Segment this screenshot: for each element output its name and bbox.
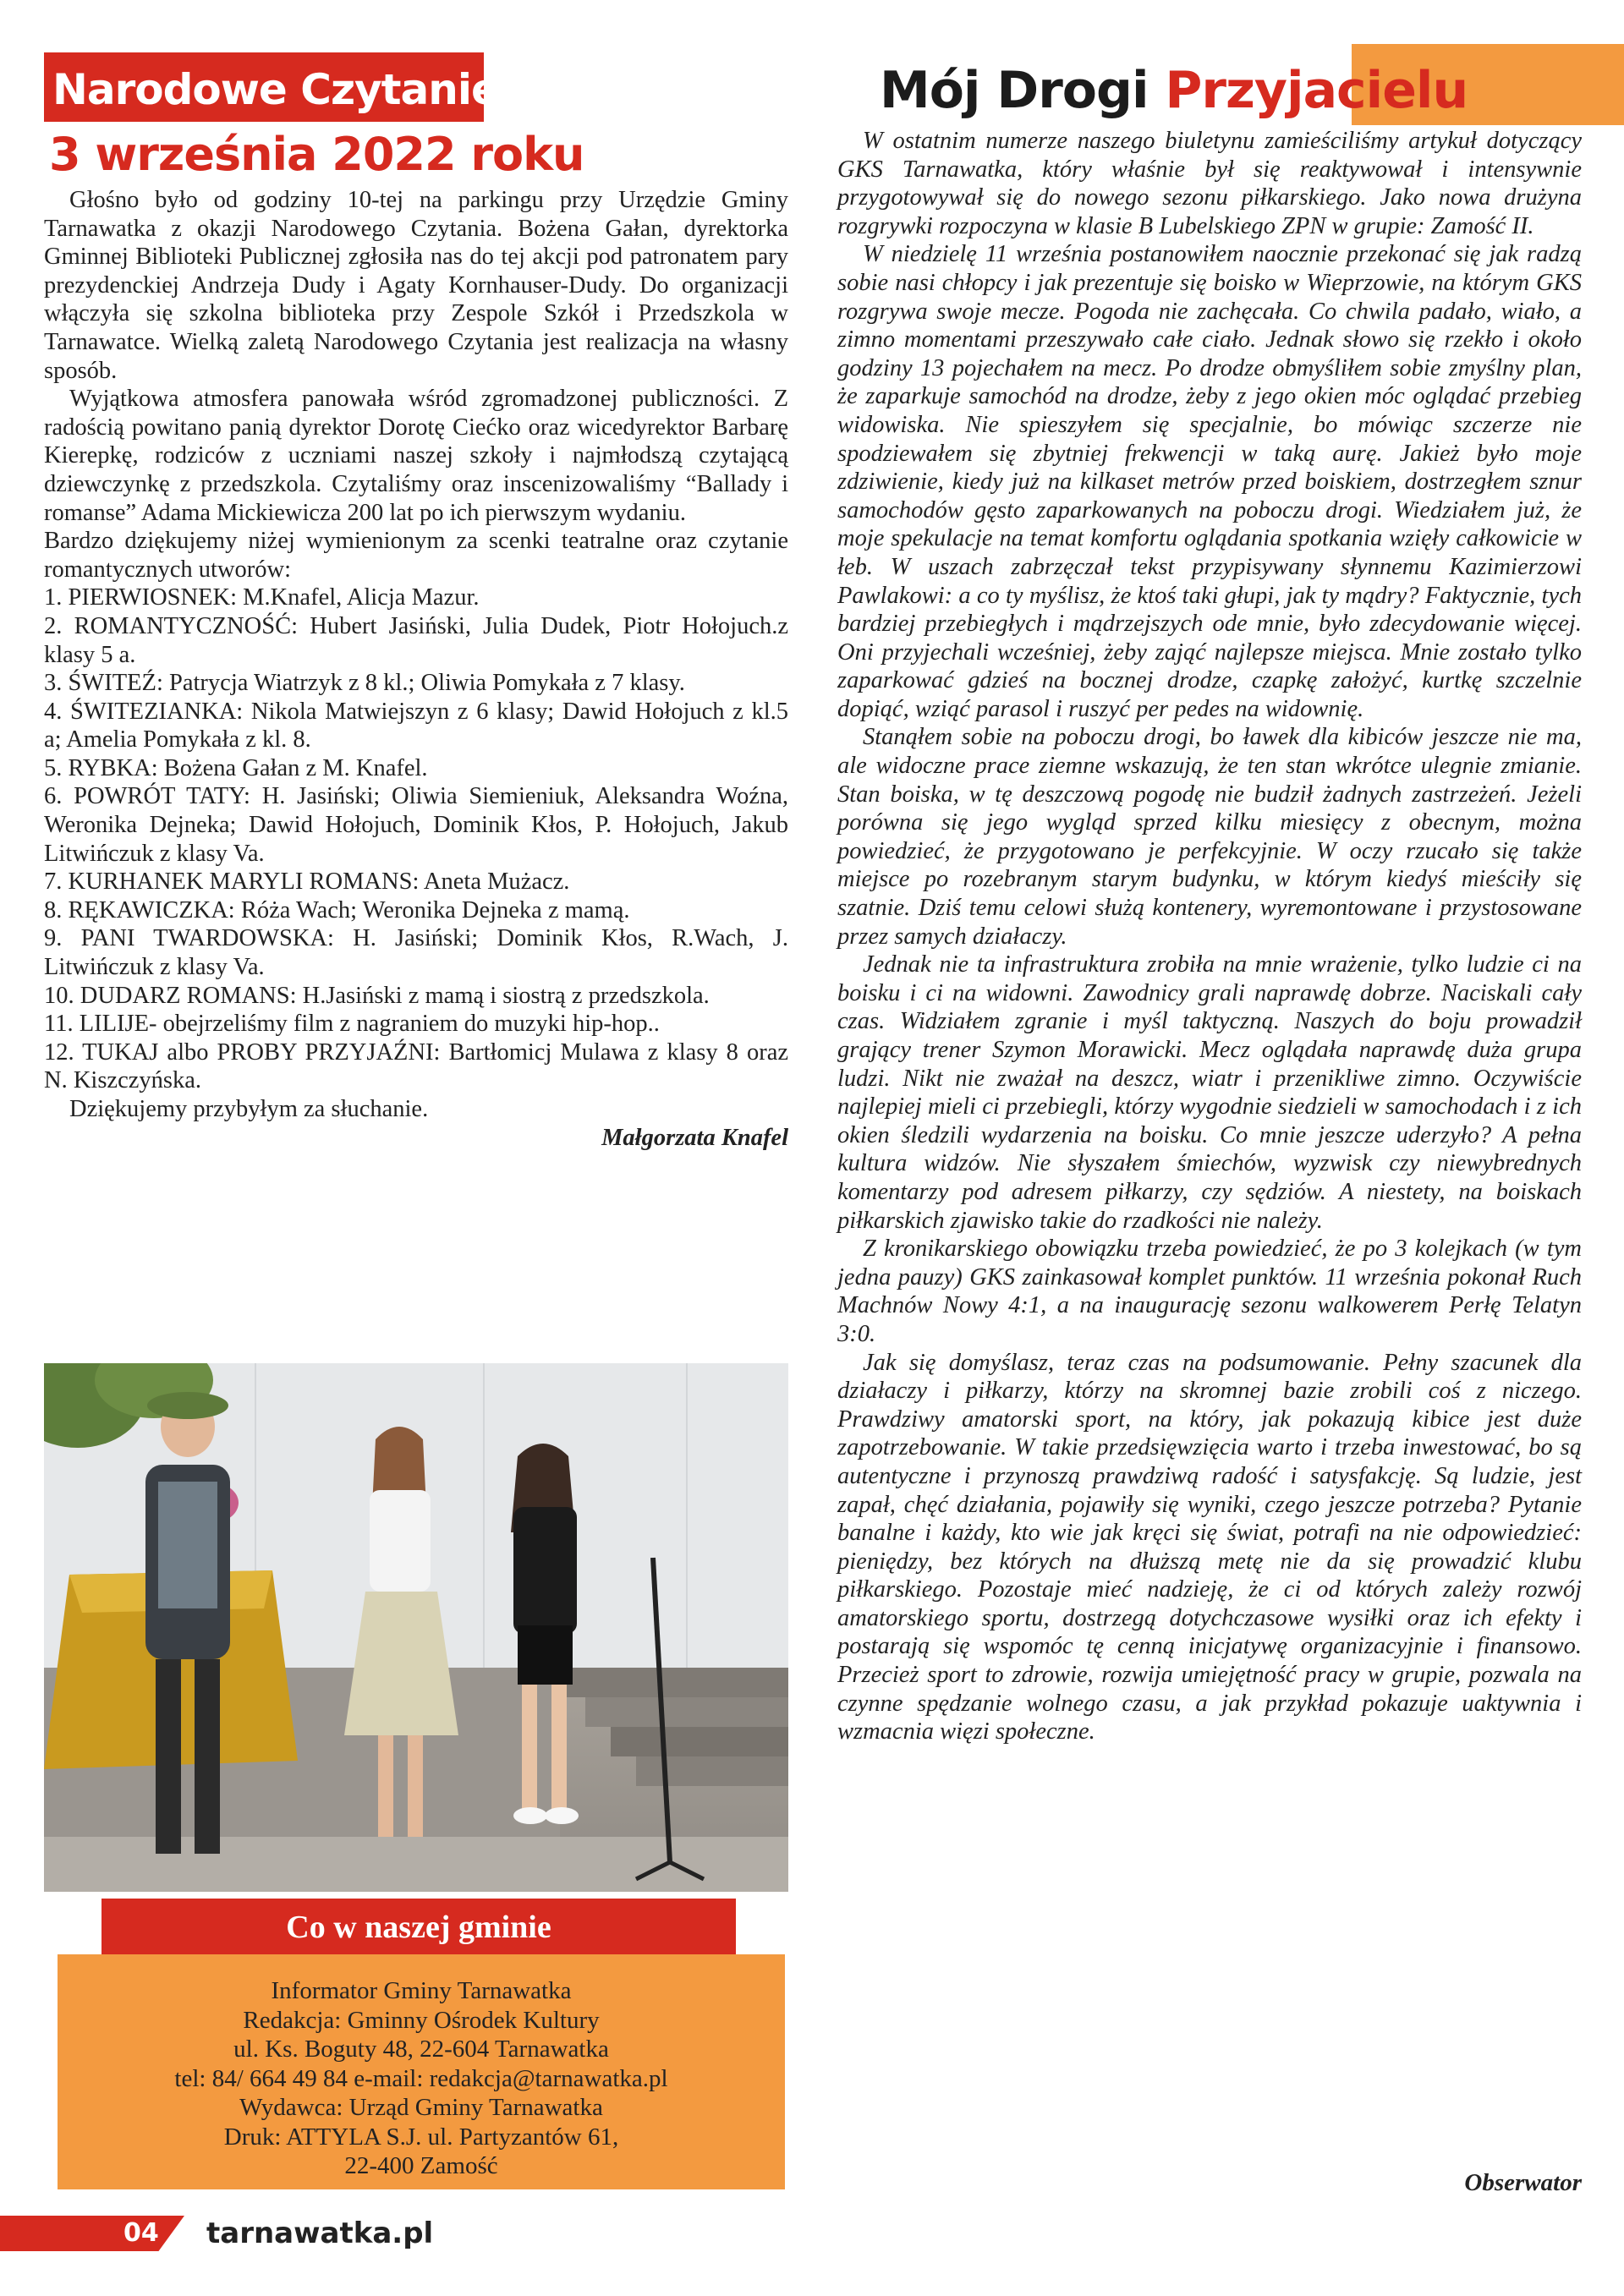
publisher-line: ul. Ks. Boguty 48, 22-604 Tarnawatka [233, 2036, 609, 2063]
publisher-line: 22-400 Zamość [344, 2152, 498, 2179]
right-paragraph: W ostatnim numerze naszego biuletynu zamieściliśmy artykuł dotyczący GKS Tarnawatka, który właśnie był się reaktywował i intensywnie przygotowywał się do nowego sezonu piłkarskiego. Jako nowa drużyna rozgrywki rozpoczyna w klasie B Lubelskiego ZPN w grupie: Zamość II. [837, 128, 1582, 239]
publisher-line: Informator Gminy Tarnawatka [271, 1977, 572, 2004]
gmina-header: Co w naszej gminie [102, 1899, 736, 1956]
page-number: 04 [123, 2218, 159, 2248]
right-paragraph: W niedzielę 11 września postanowiłem naocznie przekonać się jak radzą sobie nasi chłopcy i jak prezentuje się boisko w Wieprzowie, na którym GKS rozgrywa swoje mecze. Pogoda nie zachęcała. Co chwila padało, wiało, a zimno momentami przeszywało całe ciało. Jednak słowo się rzekło i około godziny 13 pojechałem na mecz. Po drodze obmyśliłem sobie zmyślny plan, że zaparkuje samochód na drodze, żeby z jego okien móc oglądać przebieg widowiska. Nie spieszyłem się specjalnie, bo mówiąc szczerze nie spodziewałem się zbytniej frekwencji w taką aurę. Jakież było moje zdziwienie, kiedy już na kilkaset metrów przed boiskiem, dostrzegłem sznur samochodów gęsto zaparkowanych na poboczu drogi. Wiedziałem już, że moje spekulacje na temat komfortu oglądania spotkania wzięły całkowicie w łeb. W uszach zabrzęczał tekst przypisywany słynnemu Kazimierzowi Pawlakowi: a co ty myślisz, że ktoś taki głupi, jak ty mądry? Faktycznie, tych bardziej przebiegłych i mądrzejszych ode mnie, było zdecydowanie więcej. Oni przyjechali wcześniej, żeby zająć najlepsze miejsca. Mnie zostało tylko zaparkować gdzieś na bocznej drodze, czapkę założyć, kurtkę szczelnie dopiąć, wziąć parasol i ruszyć per pedes na widownię. [837, 241, 1582, 722]
list-item: 7. KURHANEK MARYLI ROMANS: Aneta Mużacz. [44, 869, 570, 896]
right-title-part1: Mój Drogi [880, 61, 1166, 120]
left-article-date: 3 września 2022 roku [49, 128, 584, 181]
list-item: 4. ŚWITEZIANKA: Nikola Matwiejszyn z 6 klasy; Dawid Hołojuch z kl.5 a; Amelia Pomykała z kl. 8. [44, 698, 788, 753]
list-item: 9. PANI TWARDOWSKA: H. Jasiński; Dominik Kłos, R.Wach, J. Litwińczuk z klasy Va. [44, 925, 788, 981]
right-article-body [837, 127, 1582, 1746]
list-item: 10. DUDARZ ROMANS: H.Jasiński z mamą i siostrą z przedszkola. [44, 982, 710, 1009]
event-photo-illustration [44, 1363, 788, 1892]
publisher-line: tel: 84/ 664 49 84 e-mail: redakcja@tarnawatka.pl [174, 2064, 668, 2092]
list-item: 8. RĘKAWICZKA: Róża Wach; Weronika Dejneka z mamą. [44, 896, 630, 923]
left-paragraph: Głośno było od godziny 10-tej na parkingu przy Urzędzie Gminy Tarnawatka z okazji Narodowego Czytania. Bożena Gałan, dyrektorka Gminnej Biblioteki Publicznej zgłosiła nas do tej akcji pod patronatem pary prezydenckiej Andrzeja Dudy i Agaty Kornhauser-Dudy. Do organizacji włączyła się szkolna biblioteka przy Zespole Szkół i Przedszkola w Tarnawatce. Wielką zaletą Narodowego Czytania jest realizacja na własny sposób. [44, 187, 788, 384]
list-item: 1. PIERWIOSNEK: M.Knafel, Alicja Mazur. [44, 584, 480, 611]
right-paragraph: Jednak nie ta infrastruktura zrobiła na mnie wrażenie, tylko ludzie ci na boisku i ci na widowni. Zawodnicy grali naprawdę dobrze. Naciskali cały czas. Widziałem zgranie i myśl taktyczną. Naszych do boju prowadził grający trener Szymon Morawicki. Mecz oglądała naprawdę duża grupa ludzi. Nikt nie zważał na deszcz, wiatr i przenikliwe zimno. Oczywiście najlepiej mieli ci przebiegli, którzy wygodnie siedzieli w samochodach i z ich okien śledzili wydarzenia na boisku. Co mnie jeszcze uderzyło? A pełna kultura widzów. Nie słyszałem śmiechów, wyzwisk czy niewybrednych komentarzy pod adresem piłkarzy, czy sędziów. A niestety, na boiskach piłkarskich zjawisko takie do rzadkości nie należy. [837, 951, 1582, 1234]
right-paragraph: Jak się domyślasz, teraz czas na podsumowanie. Pełny szacunek dla działaczy i piłkarzy, którzy na skromnej bazie zrobili coś z niczego. Prawdziwy amatorski sport, na który, jak pokazują kibice jest duże zapotrzebowanie. W takie przedsięwzięcia warto i trzeba inwestować, bo są autentyczne i przynoszą prawdziwą radość i satysfakcję. Są ludzie, jest zapał, chęć działania, pojawiły się wyniki, czego jeszcze potrzeba? Pytanie banalne i każdy, kto wie jak kręci się świat, potrafi na nie odpowiedzieć: pieniędzy, bez których na dłuższą metę nie da się prowadzić klubu piłkarskiego. Pozostaje mieć nadzieję, że ci od których zależy rozwój amatorskiego sportu, dostrzegą dotychczasowe wysiłki oraz ich efekty i postarają się wspomóc tę cenną inicjatywę organizacyjnie i finansowo. Przecież sport to zdrowie, rozwija umiejętność pracy w grupie, pozwala na czynne spędzanie wolnego czasu, a jak przykład pokazuje uaktywnia i wzmacnia więzi społeczne. [837, 1349, 1582, 1745]
left-paragraph: Wyjątkowa atmosfera panowała wśród zgromadzonej publiczności. Z radością powitano panią dyrektor Dorotę Ciećko oraz wicedyrektor Barbarę Kierepkę, rodziców z uczniami naszej szkoły i najmłodszą czytającą dziewczynkę z przedszkola. Czytaliśmy oraz inscenizowaliśmy “Ballady i romanse” Adama Mickiewicza 200 lat po ich pierwszym wydaniu. [44, 386, 788, 526]
list-item: 6. POWRÓT TATY: H. Jasiński; Oliwia Siemieniuk, Aleksandra Woźna, Weronika Dejneka; Dawid Hołojuch, Dominik Kłos, P. Hołojuch, Jakub Litwińczuk z klasy Va. [44, 783, 788, 867]
right-author: Obserwator [1464, 2169, 1582, 2196]
publisher-line: Druk: ATTYLA S.J. ul. Partyzantów 61, [223, 2123, 619, 2151]
left-closing: Dziękujemy przybyłym za słuchanie. [69, 1096, 429, 1122]
publisher-line: Redakcja: Gminny Ośrodek Kultury [243, 2006, 600, 2034]
right-paragraph: Z kronikarskiego obowiązku trzeba powiedzieć, że po 3 kolejkach (w tym jedna pauzy) GKS zainkasował komplet punktów. 11 września pokonał Ruch Machnów Nowy 4:1, a na inaugurację sezonu walkowerem Perłę Telatyn 3:0. [837, 1236, 1582, 1347]
list-item: 3. ŚWITEŹ: Patrycja Wiatrzyk z 8 kl.; Oliwia Pomykała z 7 klasy. [44, 670, 685, 697]
left-paragraph: Bardzo dziękujemy niżej wymienionym za scenki teatralne oraz czytanie romantycznych utworów: [44, 528, 788, 583]
list-item: 5. RYBKA: Bożena Gałan z M. Knafel. [44, 754, 428, 781]
site-name: tarnawatka.pl [206, 2217, 434, 2250]
right-article-title [880, 59, 1468, 122]
list-item: 11. LILIJE- obejrzeliśmy film z nagraniem do muzyki hip-hop.. [44, 1011, 660, 1038]
left-author: Małgorzata Knafel [601, 1124, 788, 1151]
publisher-line: Wydawca: Urząd Gminy Tarnawatka [239, 2094, 603, 2121]
right-title-part2: Przyjacielu [1165, 61, 1468, 120]
left-article-title: Narodowe Czytanie [52, 65, 499, 114]
publisher-info-box [58, 1954, 785, 2189]
list-item: 2. ROMANTYCZNOŚĆ: Hubert Jasiński, Julia Dudek, Piotr Hołojuch.z klasy 5 a. [44, 612, 788, 668]
right-paragraph: Stanąłem sobie na poboczu drogi, bo ławek dla kibiców jeszcze nie ma, ale widoczne prace ziemne wskazują, że ten stan wkrótce ulegnie zmianie. Stan boiska, w tę deszczową pogodę nie budził żadnych zastrzeżeń. Jeżeli porówna się jego wygląd sprzed kilku miesięcy z obecnym, można powiedzieć, że przygotowano je perfekcyjnie. W oczy rzucało się także miejsce po rozebranym starym budynku, w którym kiedyś mieściły się szatnie. Dziś temu celowi służą kontenery, wyremontowane i przystosowane przez samych działaczy. [837, 724, 1582, 950]
event-photo [44, 1363, 788, 1892]
left-article-body [44, 186, 788, 1152]
list-item: 12. TUKAJ albo PROBY PRZYJAŹNI: Bartłomicj Mulawa z klasy 8 oraz N. Kiszczyńska. [44, 1038, 788, 1094]
